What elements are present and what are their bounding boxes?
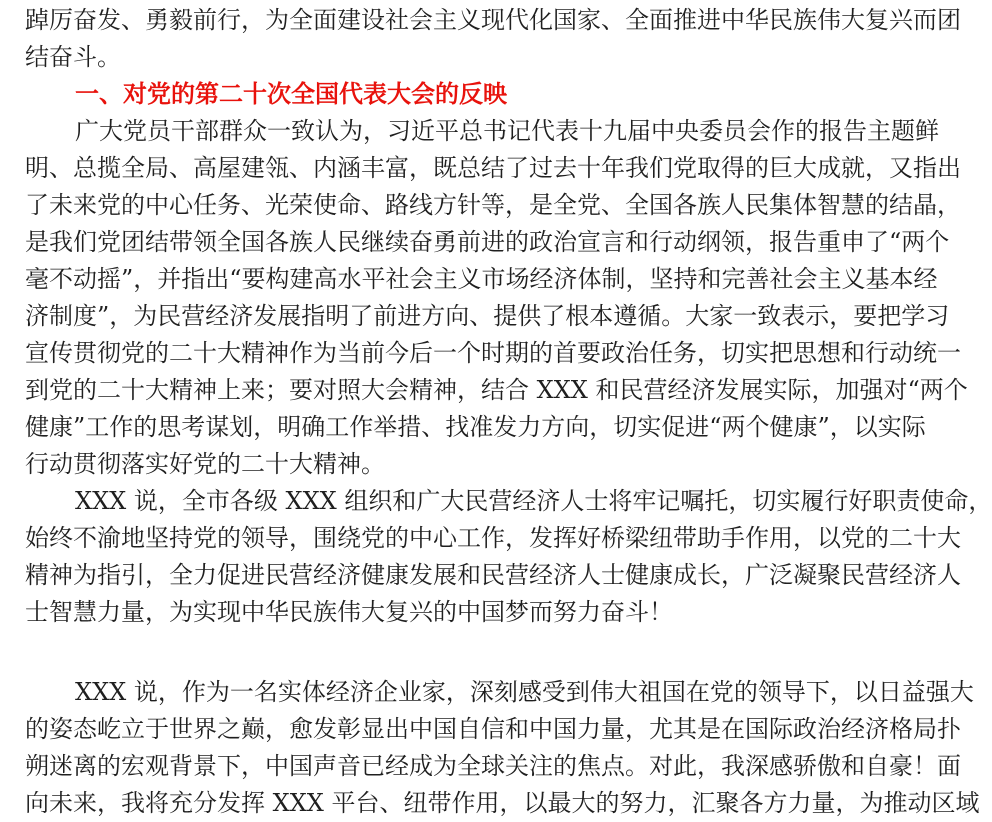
body-line: 的姿态屹立于世界之巅，愈发彰显出中国自信和中国力量，尤其是在国际政治经济格局扑 [25, 715, 961, 743]
body-line: 广大党员干部群众一致认为，习近平总书记代表十九届中央委员会作的报告主题鲜 [75, 117, 939, 145]
body-line: XXX 说，作为一名实体经济企业家，深刻感受到伟大祖国在党的领导下，以日益强大 [75, 678, 974, 706]
body-line: 明、总揽全局、高屋建瓴、内涵丰富，既总结了过去十年我们党取得的巨大成就，又指出 [25, 154, 961, 182]
body-line: 毫不动摇”，并指出“要构建高水平社会主义市场经济体制，坚持和完善社会主义基本经 [25, 265, 938, 293]
body-line: 向未来，我将充分发挥 XXX 平台、纽带作用，以最大的努力，汇聚各方力量，为推动区域 [25, 789, 980, 817]
body-line: 精神为指引，全力促进民营经济健康发展和民营经济人士健康成长，广泛凝聚民营经济人 [25, 561, 961, 589]
body-line: 朔迷离的宏观背景下，中国声音已经成为全球关注的焦点。对此，我深感骄傲和自豪！面 [25, 752, 961, 780]
body-line: 踔厉奋发、勇毅前行，为全面建设社会主义现代化国家、全面推进中华民族伟大复兴而团 [25, 6, 961, 34]
body-line: 了未来党的中心任务、光荣使命、路线方针等，是全党、全国各族人民集体智慧的结晶， [25, 191, 961, 219]
body-line: 结奋斗。 [25, 43, 121, 71]
paragraph-quote-1 [25, 483, 992, 631]
body-line: 行动贯彻落实好党的二十大精神。 [25, 450, 385, 478]
body-line: XXX 说，全市各级 XXX 组织和广大民营经济人士将牢记嘱托，切实履行好职责使命， [75, 487, 992, 515]
body-line: 始终不渝地坚持党的领导，围绕党的中心工作，发挥好桥梁纽带助手作用，以党的二十大 [25, 524, 961, 552]
body-line: 士智慧力量，为实现中华民族伟大复兴的中国梦而努力奋斗！ [25, 598, 673, 626]
body-line: 健康”工作的思考谋划，明确工作举措、找准发力方向，切实促进“两个健康”，以实际 [25, 413, 926, 441]
section-heading: 一、对党的第二十次全国代表大会的反映 [75, 80, 507, 108]
paragraph-quote-2 [25, 674, 980, 822]
body-line: 宣传贯彻党的二十大精神作为当前今后一个时期的首要政治任务，切实把思想和行动统一 [25, 339, 961, 367]
body-line: 到党的二十大精神上来；要对照大会精神，结合 XXX 和民营经济发展实际，加强对“两个 [25, 376, 968, 404]
document-page [25, 2, 992, 822]
paragraph-reaction [25, 113, 968, 483]
body-line: 济制度”，为民营经济发展指明了前进方向、提供了根本遵循。大家一致表示，要把学习 [25, 302, 950, 330]
body-line: 是我们党团结带领全国各族人民继续奋勇前进的政治宣言和行动纲领，报告重申了“两个 [25, 228, 950, 256]
blank-line [25, 631, 777, 674]
